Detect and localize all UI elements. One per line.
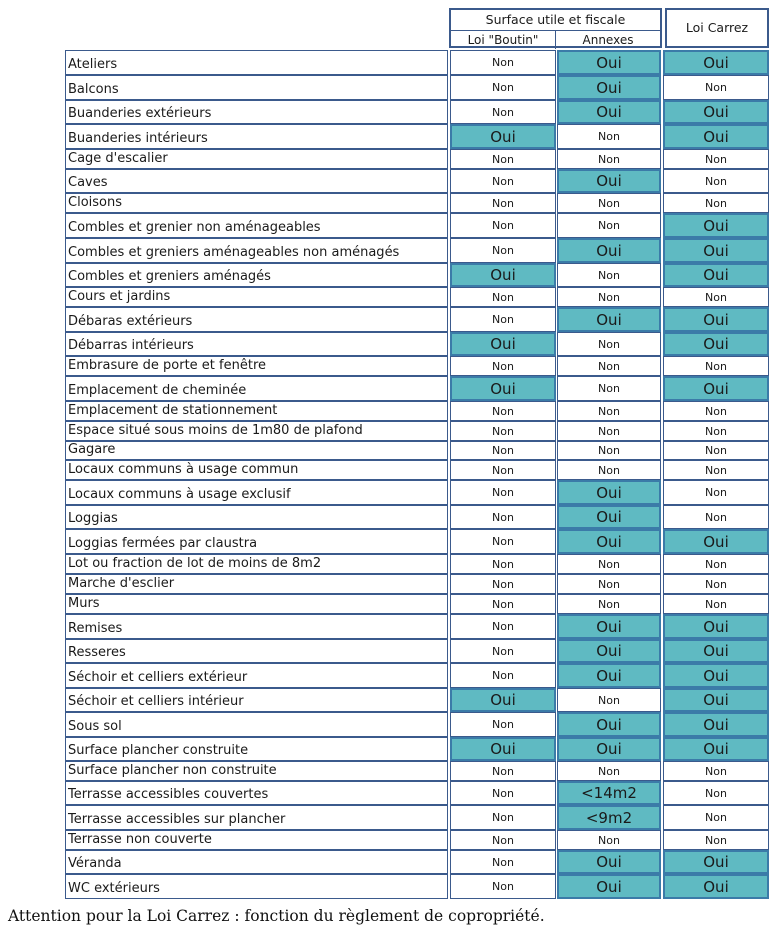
row-label: Gagare — [65, 441, 448, 460]
table-row — [65, 332, 769, 356]
row-label: Loggias — [65, 505, 448, 529]
table-row — [65, 421, 769, 441]
cell-annexes: Non — [557, 193, 661, 213]
cell-loi-carrez: Non — [663, 193, 769, 213]
header-col-annexes: Annexes — [582, 33, 634, 47]
table-row — [65, 307, 769, 332]
row-label: Emplacement de cheminée — [65, 376, 448, 401]
cell-loi-boutin: Non — [450, 830, 556, 850]
row-label: Séchoir et celliers intérieur — [65, 688, 448, 712]
cell-loi-carrez: Non — [663, 401, 769, 421]
row-label: Véranda — [65, 850, 448, 874]
cell-loi-boutin: Non — [450, 529, 556, 554]
cell-annexes: Oui — [557, 169, 661, 193]
row-label: Emplacement de stationnement — [65, 401, 448, 421]
cell-loi-carrez: Oui — [663, 124, 769, 149]
cell-loi-boutin: Non — [450, 307, 556, 332]
row-label: Terrasse non couverte — [65, 830, 448, 850]
row-label: Terrasse accessibles sur plancher — [65, 805, 448, 830]
table-row — [65, 639, 769, 663]
cell-loi-boutin: Non — [450, 554, 556, 574]
table-row — [65, 830, 769, 850]
cell-loi-carrez: Oui — [663, 529, 769, 554]
cell-loi-boutin: Non — [450, 193, 556, 213]
cell-loi-carrez: Oui — [663, 307, 769, 332]
row-label: Surface plancher non construite — [65, 761, 448, 781]
table-row — [65, 614, 769, 639]
cell-loi-carrez: Oui — [663, 100, 769, 124]
cell-annexes: Oui — [557, 50, 661, 75]
table-row — [65, 460, 769, 480]
cell-loi-carrez: Non — [663, 75, 769, 100]
row-label: Remises — [65, 614, 448, 639]
cell-loi-boutin: Non — [450, 421, 556, 441]
cell-loi-carrez: Oui — [663, 737, 769, 761]
cell-annexes: Non — [557, 460, 661, 480]
cell-loi-boutin: Oui — [450, 688, 556, 712]
row-label: Locaux communs à usage exclusif — [65, 480, 448, 505]
cell-annexes: Oui — [557, 639, 661, 663]
cell-loi-boutin: Non — [450, 874, 556, 899]
table-row — [65, 376, 769, 401]
table-row — [65, 238, 769, 263]
cell-loi-boutin: Non — [450, 149, 556, 169]
cell-annexes: Oui — [557, 663, 661, 688]
cell-loi-carrez: Non — [663, 287, 769, 307]
cell-loi-boutin: Non — [450, 639, 556, 663]
cell-loi-carrez: Oui — [663, 850, 769, 874]
cell-loi-carrez: Non — [663, 505, 769, 529]
row-label: Surface plancher construite — [65, 737, 448, 761]
cell-loi-boutin: Non — [450, 781, 556, 805]
cell-annexes: Non — [557, 761, 661, 781]
row-label: Ateliers — [65, 50, 448, 75]
cell-loi-boutin: Non — [450, 663, 556, 688]
row-label: Espace situé sous moins de 1m80 de plafond — [65, 421, 448, 441]
cell-loi-boutin: Oui — [450, 332, 556, 356]
cell-loi-carrez: Oui — [663, 238, 769, 263]
table-row — [65, 554, 769, 574]
table-row — [65, 193, 769, 213]
cell-loi-boutin: Non — [450, 594, 556, 614]
cell-loi-carrez: Non — [663, 356, 769, 376]
row-label: WC extérieurs — [65, 874, 448, 899]
cell-annexes: Non — [557, 332, 661, 356]
table-row — [65, 124, 769, 149]
cell-annexes: Oui — [557, 712, 661, 737]
cell-annexes: <9m2 — [557, 805, 661, 830]
cell-loi-boutin: Non — [450, 238, 556, 263]
cell-annexes: Oui — [557, 850, 661, 874]
row-label: Cours et jardins — [65, 287, 448, 307]
cell-loi-boutin: Non — [450, 50, 556, 75]
cell-loi-boutin: Non — [450, 75, 556, 100]
cell-loi-boutin: Non — [450, 574, 556, 594]
table-row — [65, 401, 769, 421]
cell-annexes: Non — [557, 830, 661, 850]
cell-loi-boutin: Non — [450, 712, 556, 737]
row-label: Combles et greniers aménageables non aménagés — [65, 238, 448, 263]
row-label: Sous sol — [65, 712, 448, 737]
cell-loi-boutin: Non — [450, 505, 556, 529]
table-row — [65, 149, 769, 169]
cell-loi-boutin: Non — [450, 169, 556, 193]
table-row — [65, 529, 769, 554]
row-label: Séchoir et celliers extérieur — [65, 663, 448, 688]
cell-annexes: Non — [557, 124, 661, 149]
cell-loi-carrez: Oui — [663, 688, 769, 712]
row-label: Terrasse accessibles couvertes — [65, 781, 448, 805]
row-label: Murs — [65, 594, 448, 614]
cell-loi-carrez: Oui — [663, 332, 769, 356]
cell-annexes: Oui — [557, 874, 661, 899]
header-group-surface-utile-fiscale — [449, 8, 662, 48]
header-subcolumns — [451, 31, 660, 49]
cell-loi-boutin: Non — [450, 401, 556, 421]
cell-loi-boutin: Non — [450, 761, 556, 781]
cell-annexes: Non — [557, 287, 661, 307]
cell-loi-boutin: Oui — [450, 124, 556, 149]
cell-loi-carrez: Non — [663, 574, 769, 594]
row-label: Locaux communs à usage commun — [65, 460, 448, 480]
cell-annexes: Oui — [557, 75, 661, 100]
row-label: Embrasure de porte et fenêtre — [65, 356, 448, 376]
table-row — [65, 505, 769, 529]
table-row — [65, 712, 769, 737]
table-row — [65, 781, 769, 805]
cell-loi-carrez: Oui — [663, 663, 769, 688]
cell-annexes: Oui — [557, 480, 661, 505]
cell-loi-boutin: Non — [450, 614, 556, 639]
table-row — [65, 287, 769, 307]
cell-annexes: Non — [557, 554, 661, 574]
table-row — [65, 263, 769, 287]
cell-loi-carrez: Oui — [663, 263, 769, 287]
table-row — [65, 50, 769, 75]
cell-annexes: Oui — [557, 529, 661, 554]
cell-loi-boutin: Non — [450, 805, 556, 830]
cell-annexes: Oui — [557, 737, 661, 761]
cell-loi-carrez: Oui — [663, 213, 769, 238]
cell-loi-boutin: Oui — [450, 376, 556, 401]
row-label: Buanderies intérieurs — [65, 124, 448, 149]
row-label: Cage d'escalier — [65, 149, 448, 169]
cell-loi-carrez: Non — [663, 830, 769, 850]
row-label: Débarras intérieurs — [65, 332, 448, 356]
cell-annexes: Non — [557, 376, 661, 401]
cell-annexes: Non — [557, 441, 661, 460]
row-label: Débaras extérieurs — [65, 307, 448, 332]
row-label: Combles et grenier non aménageables — [65, 213, 448, 238]
cell-annexes: Oui — [557, 505, 661, 529]
cell-loi-carrez: Oui — [663, 712, 769, 737]
cell-annexes: Oui — [557, 238, 661, 263]
cell-loi-carrez: Non — [663, 421, 769, 441]
table-row — [65, 663, 769, 688]
cell-loi-boutin: Oui — [450, 263, 556, 287]
table-row — [65, 480, 769, 505]
cell-annexes: Oui — [557, 307, 661, 332]
cell-annexes: Oui — [557, 100, 661, 124]
header-col-boutin: Loi "Boutin" — [451, 31, 556, 49]
cell-loi-boutin: Non — [450, 480, 556, 505]
cell-annexes: Non — [557, 401, 661, 421]
row-label: Marche d'esclier — [65, 574, 448, 594]
header-group-title: Surface utile et fiscale — [451, 10, 660, 31]
table-row — [65, 441, 769, 460]
header-col-carrez: Loi Carrez — [665, 8, 769, 48]
cell-annexes: Non — [557, 421, 661, 441]
cell-loi-boutin: Non — [450, 287, 556, 307]
row-label: Buanderies extérieurs — [65, 100, 448, 124]
table-row — [65, 574, 769, 594]
cell-loi-boutin: Non — [450, 356, 556, 376]
cell-loi-boutin: Non — [450, 850, 556, 874]
cell-annexes: <14m2 — [557, 781, 661, 805]
table-row — [65, 75, 769, 100]
table-row — [65, 737, 769, 761]
table-row — [65, 761, 769, 781]
cell-loi-carrez: Non — [663, 594, 769, 614]
table-row — [65, 874, 769, 899]
row-label: Lot ou fraction de lot de moins de 8m2 — [65, 554, 448, 574]
cell-annexes: Non — [557, 213, 661, 238]
table-row — [65, 850, 769, 874]
table-row — [65, 169, 769, 193]
table-row — [65, 805, 769, 830]
cell-loi-carrez: Oui — [663, 376, 769, 401]
table-row — [65, 100, 769, 124]
cell-loi-boutin: Non — [450, 100, 556, 124]
row-label: Resseres — [65, 639, 448, 663]
cell-loi-carrez: Non — [663, 441, 769, 460]
row-label: Cloisons — [65, 193, 448, 213]
row-label: Balcons — [65, 75, 448, 100]
cell-annexes: Non — [557, 263, 661, 287]
cell-loi-carrez: Non — [663, 169, 769, 193]
surface-table — [65, 50, 769, 899]
cell-annexes: Non — [557, 594, 661, 614]
cell-loi-carrez: Oui — [663, 50, 769, 75]
cell-loi-carrez: Oui — [663, 639, 769, 663]
cell-annexes: Oui — [557, 614, 661, 639]
row-label: Combles et greniers aménagés — [65, 263, 448, 287]
cell-annexes: Non — [557, 688, 661, 712]
cell-annexes: Non — [557, 356, 661, 376]
cell-loi-carrez: Non — [663, 554, 769, 574]
table-row — [65, 213, 769, 238]
cell-loi-carrez: Oui — [663, 874, 769, 899]
table-row — [65, 688, 769, 712]
cell-loi-carrez: Non — [663, 805, 769, 830]
footer-note: Attention pour la Loi Carrez : fonction du règlement de copropriété. — [8, 907, 545, 925]
row-label: Loggias fermées par claustra — [65, 529, 448, 554]
cell-loi-carrez: Non — [663, 480, 769, 505]
cell-loi-carrez: Non — [663, 761, 769, 781]
cell-loi-boutin: Non — [450, 213, 556, 238]
table-row — [65, 594, 769, 614]
cell-loi-carrez: Non — [663, 149, 769, 169]
cell-loi-carrez: Non — [663, 460, 769, 480]
cell-loi-boutin: Non — [450, 460, 556, 480]
cell-annexes: Non — [557, 574, 661, 594]
cell-loi-carrez: Oui — [663, 614, 769, 639]
cell-loi-boutin: Non — [450, 441, 556, 460]
cell-loi-boutin: Oui — [450, 737, 556, 761]
cell-loi-carrez: Non — [663, 781, 769, 805]
row-label: Caves — [65, 169, 448, 193]
table-row — [65, 356, 769, 376]
cell-annexes: Non — [557, 149, 661, 169]
